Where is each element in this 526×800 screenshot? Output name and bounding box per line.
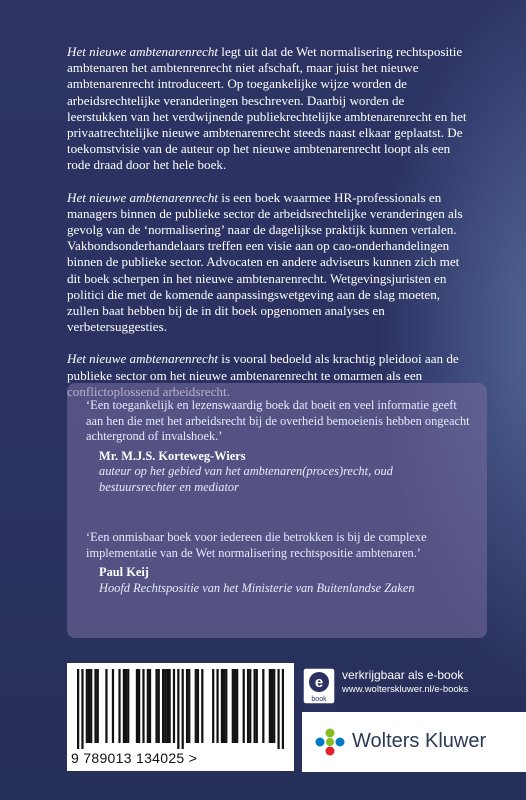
barcode-bar	[125, 669, 127, 743]
blurb-paragraph-2	[67, 190, 467, 336]
endorsement-text: ‘Een onmisbaar boek voor iedereen die betrokken is bij de complexe implementatie van de Wet normalisering rechtspositie ambtenaren.’	[86, 530, 427, 560]
barcode-bar	[243, 669, 245, 743]
barcode-bar	[236, 669, 238, 743]
ebook-icon-letter: e	[314, 674, 324, 691]
barcode-bar	[253, 669, 255, 743]
barcode-bar	[166, 669, 168, 743]
barcode-bar	[158, 669, 160, 743]
barcode-bar	[162, 669, 164, 743]
publisher-name: Wolters Kluwer	[352, 730, 487, 752]
barcode-bar	[177, 669, 179, 749]
barcode-bar	[256, 669, 258, 743]
endorsements-box	[67, 383, 487, 638]
barcode-bar	[269, 669, 271, 743]
barcode-bar	[223, 669, 225, 743]
paragraph-text: is vooral bedoeld als krachtig pleidooi aan de publieke sector om het nieuwe ambtenarenrecht te omarmen als een	[67, 351, 459, 383]
barcode-bar	[112, 669, 114, 743]
barcode-bar	[262, 669, 264, 743]
barcode-bar	[123, 669, 125, 743]
barcode-bar	[277, 669, 279, 749]
book-title-italic: Het nieuwe ambtenarenrecht	[67, 44, 219, 59]
book-title-italic: Het nieuwe ambtenarenrecht	[67, 351, 219, 367]
barcode-bar	[232, 669, 234, 743]
barcode-bar	[195, 669, 197, 743]
barcode-bar	[90, 669, 92, 743]
barcode-bar	[127, 669, 129, 743]
barcode-bar	[282, 669, 284, 749]
barcode-bar	[81, 669, 83, 749]
barcode-bar	[164, 669, 166, 743]
endorsement-author: Paul Keij	[99, 565, 149, 580]
endorsement-author: Mr. M.J.S. Korteweg-Wiers	[99, 448, 246, 463]
barcode-bar	[173, 669, 175, 743]
barcode-bar	[182, 669, 184, 749]
endorsement-role: auteur op het gebied van het ambtenaren(proces)recht, oud bestuursrechter en mediator	[99, 464, 393, 494]
barcode-bar	[77, 669, 79, 749]
barcode-bar	[273, 669, 275, 743]
barcode-bar	[186, 669, 188, 743]
barcode-bar	[212, 669, 214, 743]
ebook-icon	[302, 667, 336, 705]
endorsement-role: Hoofd Rechtspositie van het Ministerie van Buitenlandse Zaken	[99, 580, 415, 595]
barcode-bar	[105, 669, 107, 743]
barcode-bar	[118, 669, 120, 743]
barcode-bar	[271, 669, 273, 743]
book-title-italic: Het nieuwe ambtenarenrecht	[67, 189, 219, 205]
barcode-bars	[77, 669, 284, 749]
barcode-bar	[169, 669, 171, 743]
barcode-bar	[216, 669, 218, 743]
barcode-bar	[149, 669, 151, 743]
barcode-bar	[155, 669, 157, 743]
barcode-bar	[86, 669, 88, 743]
blurb	[67, 44, 467, 416]
endorsement-2	[86, 530, 476, 596]
barcode-bar	[97, 669, 99, 743]
barcode-bar	[249, 669, 251, 743]
barcode-bar	[221, 669, 223, 743]
barcode-bar	[88, 669, 90, 743]
barcode-bar	[197, 669, 199, 743]
barcode-bar	[234, 669, 236, 743]
barcode-bar	[225, 669, 227, 743]
barcode-bar	[94, 669, 96, 743]
blurb-paragraph-1	[67, 44, 467, 174]
barcode-bar	[201, 669, 203, 743]
paragraph-text: legt uit dat de Wet normalisering rechtspositie ambtenaren het ambtenrenrecht niet afschaft, maar juist het nieuwe ambtenarenrecht introduceert. Op toegankelijke wijze worden de arbeidsrechtelijke veranderingen beschreven. Daarbij worden de leerstukken van het verdwijnende publiekrechtelijke ambtenarenrecht en het privaatrechtelijke nieuwe ambtenarenrecht steeds naast elkaar geplaatst. De toekomstvisie van de auteur op het nieuwe ambtenarenrecht loopt als een rode draad door het hele boek.	[67, 44, 467, 173]
barcode-bar	[136, 669, 138, 743]
ebook-icon-label: book	[311, 696, 327, 703]
barcode-bar	[142, 669, 144, 743]
barcode-bar	[188, 669, 190, 743]
barcode-digits: 9 789013 134025 >	[71, 750, 198, 766]
paragraph-text: is een boek waarmee HR-professionals en managers binnen de publieke sector de arbeidsrechtelijke veranderingen als gevolg van de ‘normalisering’ naar de dagelijkse praktijk kunnen vertalen. Vakbondsonderhandelaars treffen een visie aan op cao-onderhandelingen binnen de publieke sector. Advocaten en andere adviseurs kunnen zich met dit boek scherpen in het nieuwe ambtenarenrecht. Wetgevingsjuristen en politici die met de komende aanpassingswetgeving aan de slag moeten, zullen baat hebben bij de in dit boek opgenomen analyses en verbetersuggesties.	[67, 189, 463, 335]
barcode-bar	[247, 669, 249, 743]
wolters-kluwer-logo-icon	[314, 727, 346, 757]
barcode-bar	[138, 669, 140, 743]
barcode-bar	[147, 669, 149, 743]
ebook-url: www.wolterskluwer.nl/e-books	[342, 684, 469, 695]
endorsement-text: ‘Een toegankelijk en lezenswaardig boek dat boeit en veel informatie geeft aan hen die met het arbeidsrecht bij de overheid bemoeienis hebben ongeacht achtergrond of invalshoek.’	[86, 398, 470, 444]
isbn-barcode	[67, 663, 294, 771]
publisher-logo-box	[302, 712, 526, 772]
ebook-availability: verkrijgbaar als e-book	[342, 668, 464, 682]
endorsement-1	[86, 398, 476, 496]
